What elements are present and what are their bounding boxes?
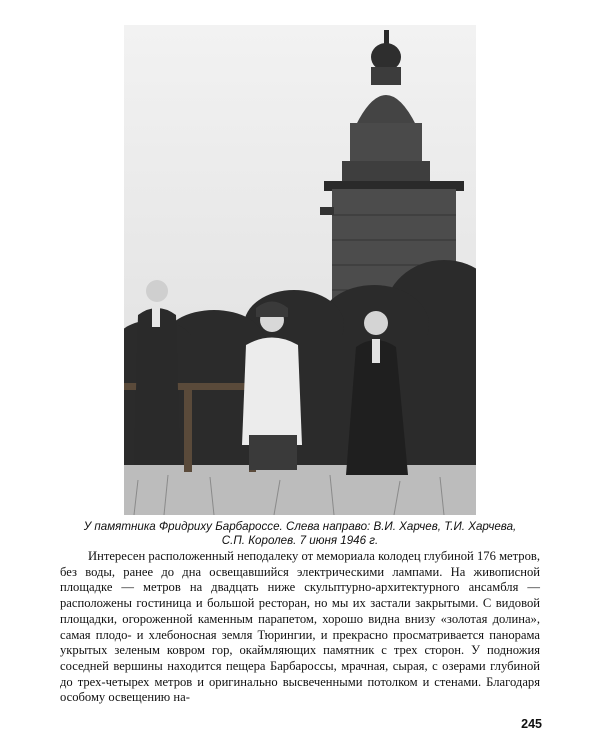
- body-text: [60, 549, 540, 706]
- historical-photograph: [124, 25, 476, 515]
- caption-line-2: С.П. Королев. 7 июня 1946 г.: [221, 534, 379, 547]
- figure-caption: [60, 520, 540, 548]
- caption-line-1: У памятника Фридриху Барбароссе. Слева направо: В.И. Харчев, Т.И. Харчева,: [83, 520, 517, 533]
- page-number: 245: [521, 717, 542, 731]
- body-paragraph: Интересен расположенный неподалеку от мемориала колодец глубиной 176 метров, без воды, ранее до дна освещавшийся электрическими лампами. На живописной площадке — метров на двадцать ниже скульптурно-архитектурного ансамбля — расположены гостиница и большой ресторан, но мы их застали закрытыми. С видовой площадки, огороженной каменным парапетом, хорошо видна внизу «золотая долина», самая плодо- и хлебоносная земля Тюрингии, и прекрасно просматривается панорама укрытых зеленым ковром гор, окаймляющих памятник с трех сторон. У подножия соседней вершины находится пещера Барбароссы, мрачная, сырая, с озерами глубиной до трех-четырех метров и оригинально высвеченными потолком и стенами. Благодаря особому освещению на-: [60, 549, 540, 705]
